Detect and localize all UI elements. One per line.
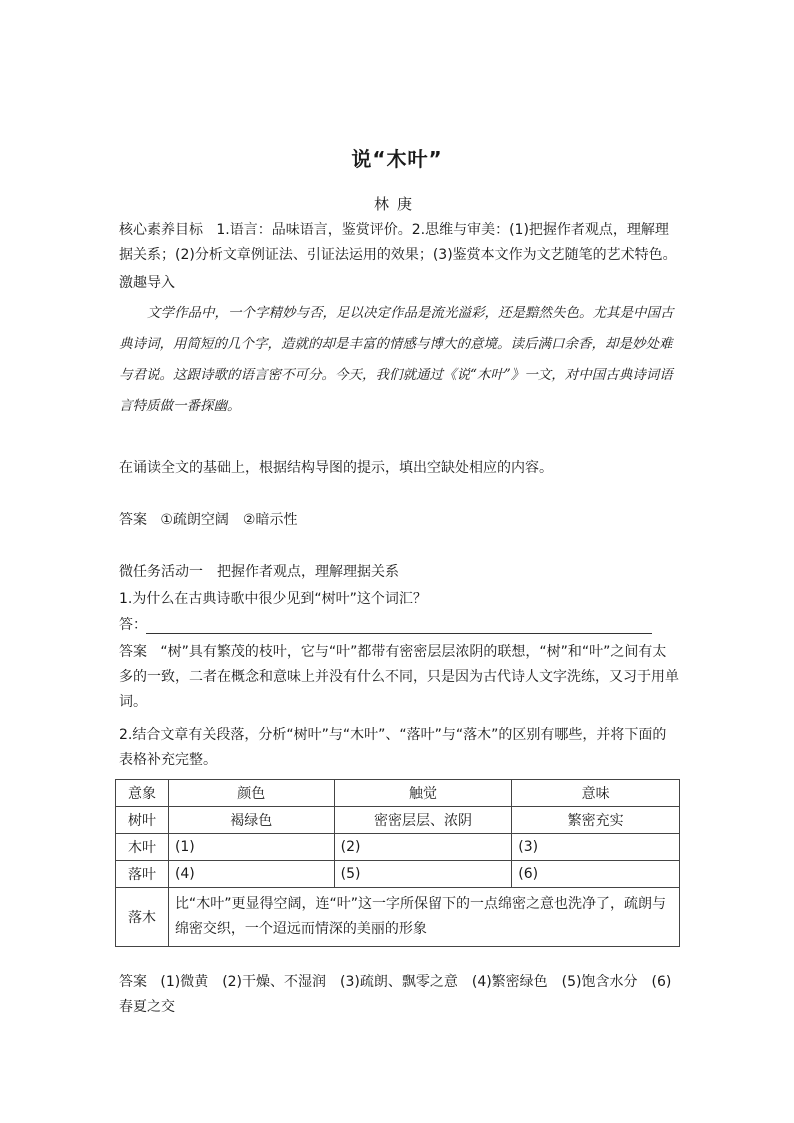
table-cell: 密密层层、浓阴 xyxy=(334,807,512,834)
answer-q1-text: “树”具有繁茂的枝叶，它与“叶”都带有密密层层浓阴的联想，“树”和“叶”之间有太多的一致，二者在概念和意味上并没有什么不同，只是因为古代诗人文字洗练，又习于用单词。 xyxy=(119,644,679,710)
answer-one xyxy=(119,508,679,533)
table-cell: (5) xyxy=(334,861,512,888)
answer-q1-label: 答案 xyxy=(119,644,147,660)
table-cell: (4) xyxy=(168,861,334,888)
table-cell: (3) xyxy=(512,834,680,861)
answer-blank-line xyxy=(146,633,652,634)
instruction-text: 在诵读全文的基础上，根据结构导图的提示，填出空缺处相应的内容。 xyxy=(119,460,553,476)
table-cell: 树叶 xyxy=(116,807,169,834)
task-heading: 微任务活动一 把握作者观点，理解理据关系 xyxy=(119,564,399,580)
table-cell: 落叶 xyxy=(116,861,169,888)
table-row xyxy=(116,861,680,888)
imagery-table xyxy=(115,779,680,947)
table-header: 意味 xyxy=(512,780,680,807)
author: 林庚 xyxy=(373,195,420,213)
answer-two xyxy=(119,970,679,1020)
page-title: 说“木叶” xyxy=(351,147,443,171)
table-row xyxy=(116,888,680,947)
table-cell: (2) xyxy=(334,834,512,861)
objectives-paragraph xyxy=(119,218,679,268)
intro-text: 文学作品中，一个字精妙与否，足以决定作品是流光溢彩，还是黯然失色。尤其是中国古典诗词，用简短的几个字，造就的却是丰富的情感与博大的意境。读后满口余香，却是妙处难与君说。这跟诗歌的语言密不可分。今天，我们就通过《说“木叶”》一文，对中国古典诗词语言特质做一番探幽。 xyxy=(119,305,674,414)
table-row xyxy=(116,834,680,861)
table-cell: 木叶 xyxy=(116,834,169,861)
intro-heading: 激趣导入 xyxy=(119,275,175,291)
answer-one-text: ①疏朗空阔 ②暗示性 xyxy=(160,512,298,528)
table-cell: 繁密充实 xyxy=(512,807,680,834)
table-row xyxy=(116,807,680,834)
question-two: 2.结合文章有关段落，分析“树叶”与“木叶”、“落叶”与“落木”的区别有哪些，并将下面的表格补充完整。 xyxy=(119,727,667,768)
answer-q1 xyxy=(119,640,679,715)
table-header: 触觉 xyxy=(334,780,512,807)
table-cell: (1) xyxy=(168,834,334,861)
objectives-text: 1.语言：品味语言，鉴赏评价。2.思维与审美：(1)把握作者观点，理解理据关系；(2)分析文章例证法、引证法运用的效果；(3)鉴赏本文作为文艺随笔的艺术特色。 xyxy=(119,222,677,263)
answer-two-label: 答案 xyxy=(119,974,147,990)
objectives-label: 核心素养目标 xyxy=(119,222,203,238)
table-cell: 褐绿色 xyxy=(168,807,334,834)
answer-prompt: 答： xyxy=(119,617,147,633)
answer-one-label: 答案 xyxy=(119,512,147,528)
table-cell: 落木 xyxy=(116,888,169,947)
question-one: 1.为什么在古典诗歌中很少见到“树叶”这个词汇？ xyxy=(119,591,427,607)
table-cell: (6) xyxy=(512,861,680,888)
answer-two-text: (1)微黄 (2)干燥、不湿润 (3)疏朗、飘零之意 (4)繁密绿色 (5)饱含水分 (6)春夏之交 xyxy=(119,974,672,1015)
table-header-row xyxy=(116,780,680,807)
table-header: 颜色 xyxy=(168,780,334,807)
table-header: 意象 xyxy=(116,780,169,807)
table-cell-description: 比“木叶”更显得空阔，连“叶”这一字所保留下的一点绵密之意也洗净了，疏朗与绵密交织，一个迢远而情深的美丽的形象 xyxy=(168,888,679,947)
